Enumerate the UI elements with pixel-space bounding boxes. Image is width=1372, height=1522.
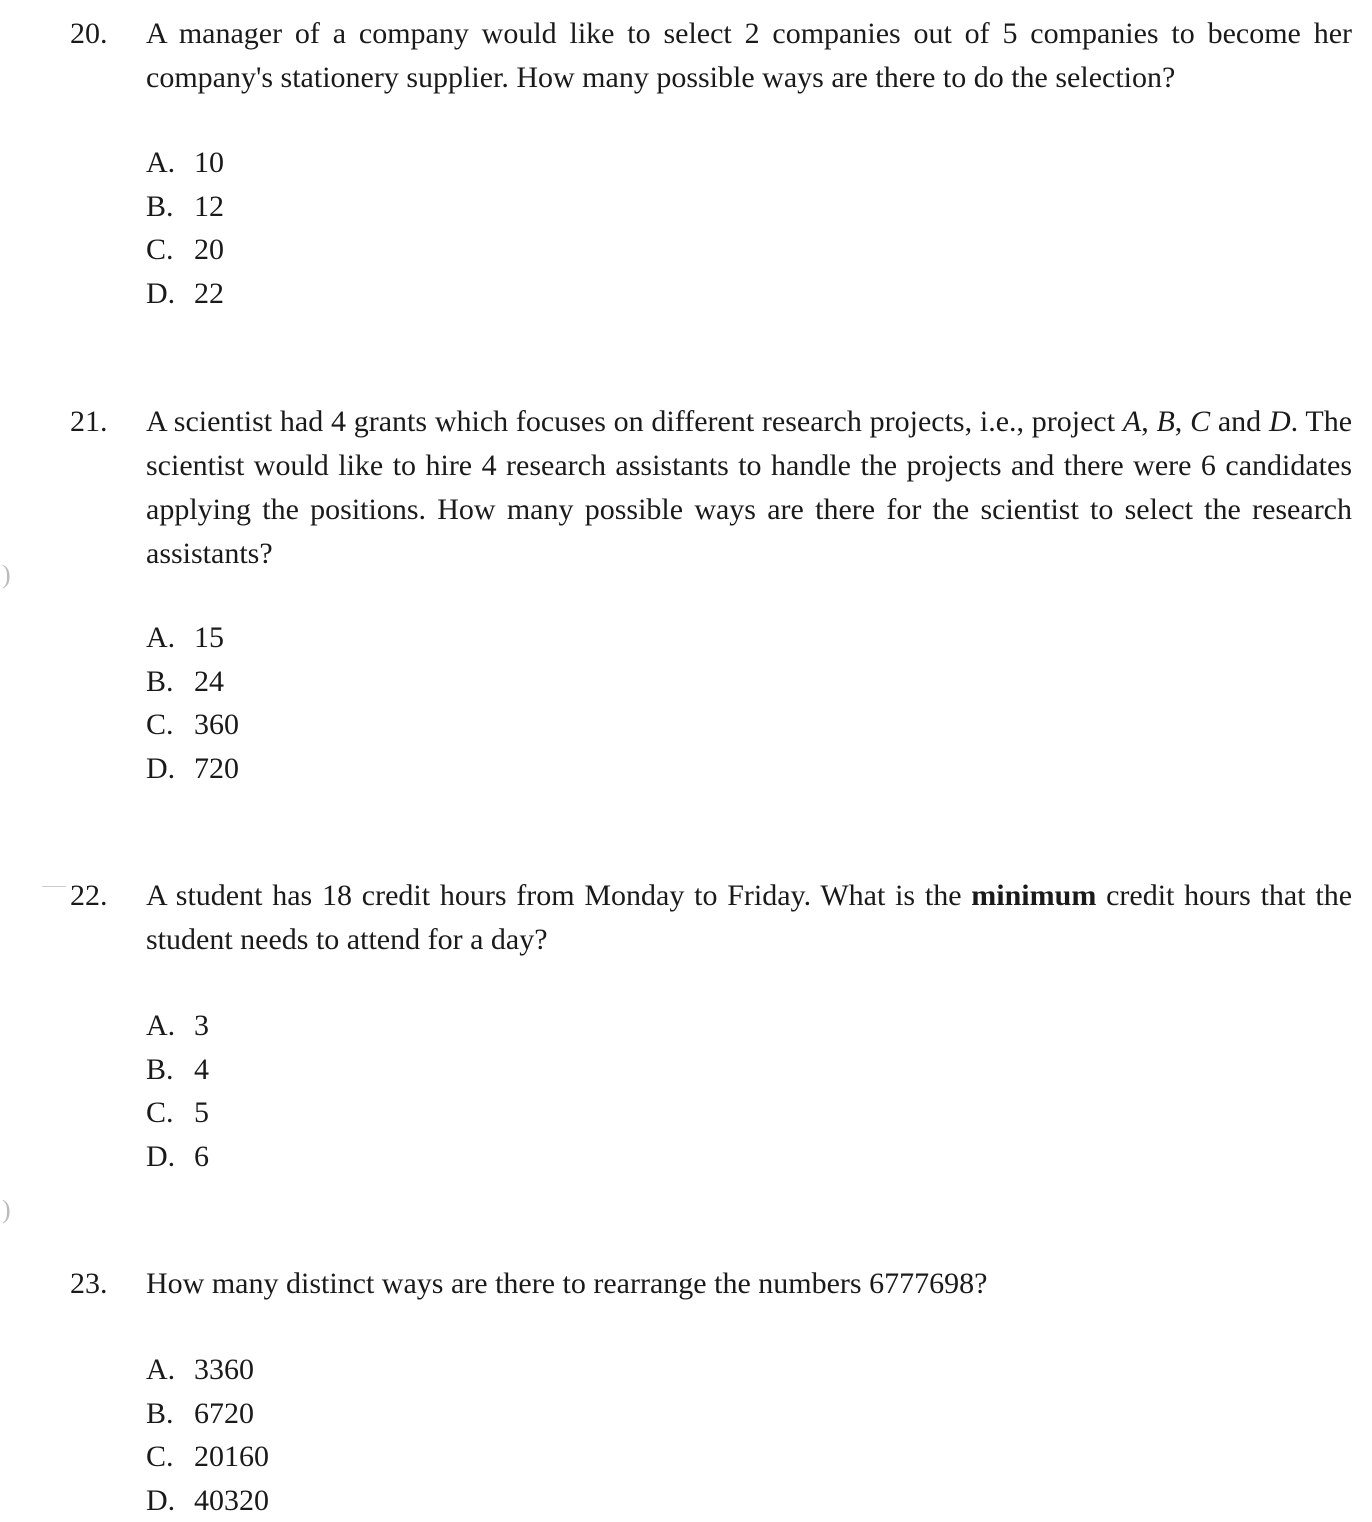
question-text: A scientist had 4 grants which focuses on different research projects, i.e., project A, B, C and D. The scientist would like to hire 4 research assistants to handle the projects and there were 6 candidates applying the positions. How many possible ways are there for the scientist to select the research assistants?	[146, 400, 1352, 576]
option-b[interactable]: B. 4	[146, 1048, 209, 1092]
option-value: 24	[194, 665, 224, 698]
option-b[interactable]: B. 6720	[146, 1392, 269, 1436]
option-value: 40320	[194, 1484, 269, 1517]
option-value: 4	[194, 1053, 209, 1086]
option-value: 10	[194, 146, 224, 179]
scan-artifact	[42, 886, 66, 887]
option-value: 5	[194, 1096, 209, 1129]
option-value: 720	[194, 752, 239, 785]
option-c[interactable]: C. 360	[146, 703, 239, 747]
question-number: 22.	[70, 874, 108, 918]
option-d[interactable]: D. 720	[146, 747, 239, 791]
option-d[interactable]: D. 40320	[146, 1479, 269, 1522]
option-d[interactable]: D. 6	[146, 1135, 209, 1179]
option-a[interactable]: A. 3360	[146, 1348, 269, 1392]
option-value: 360	[194, 708, 239, 741]
option-value: 20160	[194, 1440, 269, 1473]
question-number: 23.	[70, 1262, 108, 1306]
answer-options-22	[146, 1004, 209, 1178]
option-a[interactable]: A. 10	[146, 141, 224, 185]
option-d[interactable]: D. 22	[146, 272, 224, 316]
option-value: 3	[194, 1009, 209, 1042]
scan-artifact: )	[2, 560, 11, 590]
answer-options-23	[146, 1348, 269, 1522]
option-c[interactable]: C. 20	[146, 228, 224, 272]
answer-options-20	[146, 141, 224, 315]
option-a[interactable]: A. 3	[146, 1004, 209, 1048]
option-b[interactable]: B. 24	[146, 660, 239, 704]
option-value: 22	[194, 277, 224, 310]
scan-artifact: )	[2, 1195, 11, 1225]
question-text: How many distinct ways are there to rearrange the numbers 6777698?	[146, 1262, 1352, 1306]
question-number: 20.	[70, 12, 108, 56]
option-c[interactable]: C. 5	[146, 1091, 209, 1135]
option-value: 20	[194, 233, 224, 266]
option-value: 6	[194, 1140, 209, 1173]
option-value: 15	[194, 621, 224, 654]
answer-options-21	[146, 616, 239, 790]
question-text: A student has 18 credit hours from Monday to Friday. What is the minimum credit hours that the student needs to attend for a day?	[146, 874, 1352, 962]
option-value: 12	[194, 190, 224, 223]
option-value: 6720	[194, 1397, 254, 1430]
option-c[interactable]: C. 20160	[146, 1435, 269, 1479]
question-number: 21.	[70, 400, 108, 444]
option-b[interactable]: B. 12	[146, 185, 224, 229]
option-a[interactable]: A. 15	[146, 616, 239, 660]
option-value: 3360	[194, 1353, 254, 1386]
question-text: A manager of a company would like to select 2 companies out of 5 companies to become her company's stationery supplier. How many possible ways are there to do the selection?	[146, 12, 1352, 100]
